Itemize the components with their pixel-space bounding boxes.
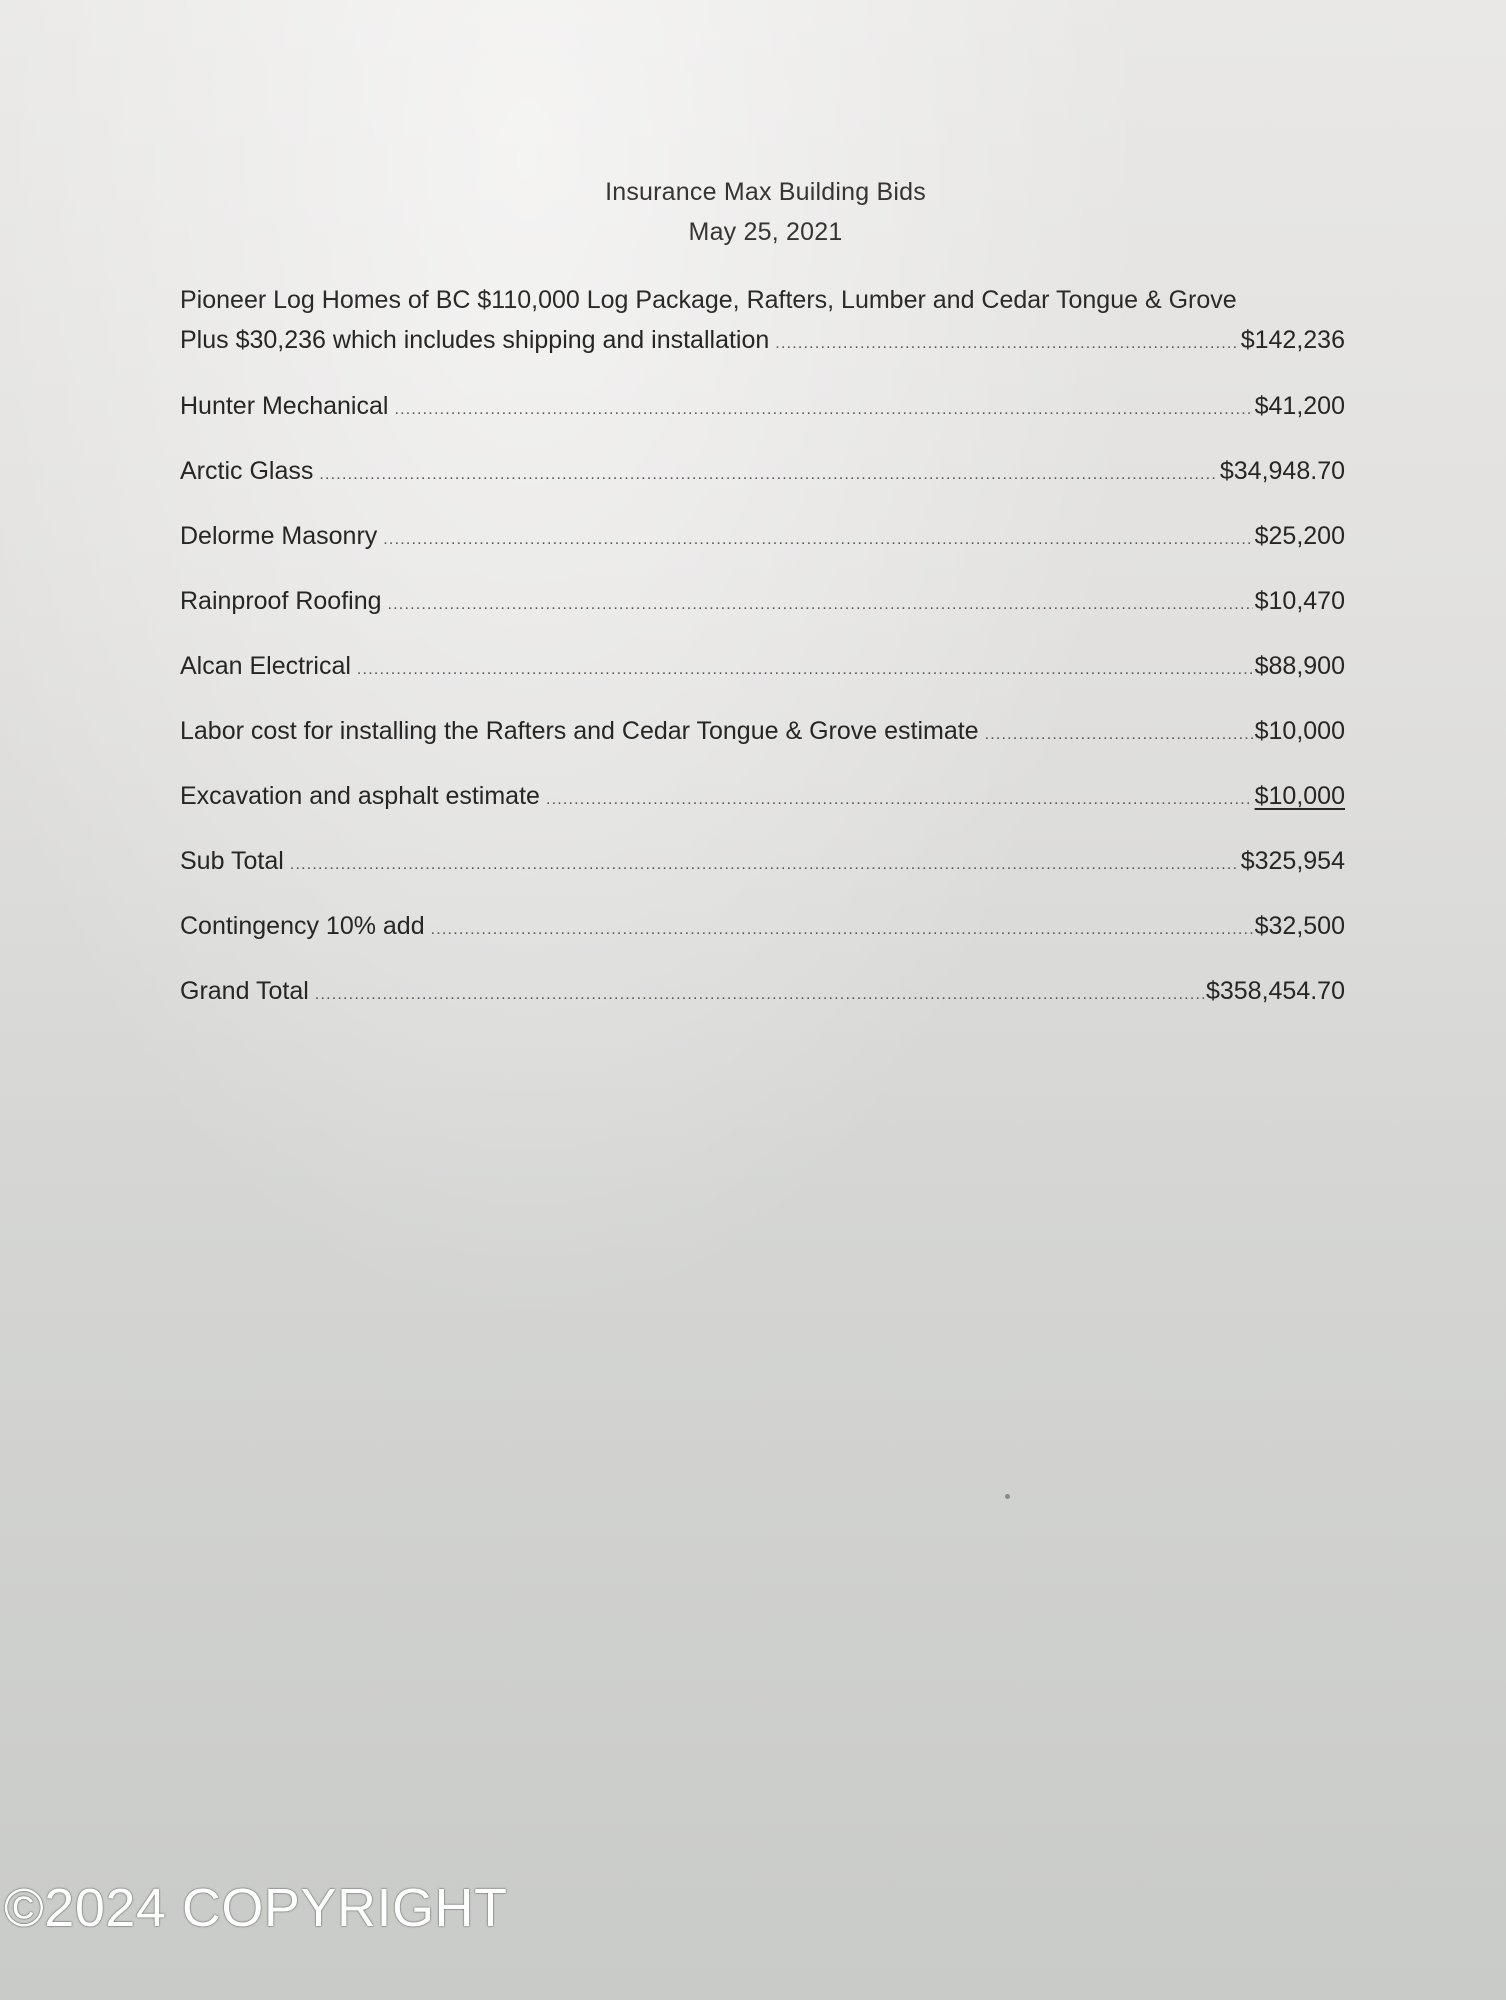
bid-row-labor-cost [180, 711, 1345, 751]
dot-leader [319, 455, 1218, 495]
bid-amount: $25,200 [1254, 522, 1345, 550]
sub-total-row [180, 841, 1345, 881]
dot-leader [775, 324, 1238, 364]
paper-speck [1005, 1494, 1010, 1499]
dot-leader [546, 780, 1253, 820]
bid-row-delorme-masonry [180, 516, 1345, 556]
grand-total-row [180, 971, 1345, 1011]
grand-total-amount: $358,454.70 [1205, 977, 1345, 1005]
dot-leader [985, 715, 1253, 755]
bid-row-pioneer [180, 320, 1345, 360]
dot-leader [290, 845, 1239, 885]
dot-leader [431, 910, 1253, 950]
bid-label: Plus $30,236 which includes shipping and installation [180, 326, 770, 354]
bid-amount: $10,000 [1254, 717, 1345, 745]
contingency-row [180, 906, 1345, 946]
bid-label: Rainproof Roofing [180, 587, 382, 615]
bid-label: Labor cost for installing the Rafters and Cedar Tongue & Grove estimate [180, 717, 979, 745]
dot-leader [315, 975, 1204, 1015]
document-title: Insurance Max Building Bids [605, 178, 926, 206]
sub-total-label: Sub Total [180, 847, 284, 875]
bid-amount: $88,900 [1254, 652, 1345, 680]
bid-label: Arctic Glass [180, 457, 314, 485]
document-header [25, 172, 1506, 252]
sub-total-amount: $325,954 [1240, 847, 1345, 875]
intro-line: Pioneer Log Homes of BC $110,000 Log Package, Rafters, Lumber and Cedar Tongue & Grove [180, 286, 1237, 314]
bid-row-hunter-mechanical [180, 386, 1345, 426]
dot-leader [357, 650, 1253, 690]
bid-row-arctic-glass [180, 451, 1345, 491]
bid-amount: $41,200 [1254, 392, 1345, 420]
bid-amount: $142,236 [1240, 326, 1345, 354]
bid-amount: $10,000 [1254, 782, 1345, 810]
document-date: May 25, 2021 [688, 218, 843, 246]
bid-label: Delorme Masonry [180, 522, 378, 550]
copyright-watermark: ©2024 COPYRIGHT [4, 1878, 508, 1938]
bid-label: Hunter Mechanical [180, 392, 389, 420]
contingency-label: Contingency 10% add [180, 912, 425, 940]
dot-leader [388, 585, 1253, 625]
bid-amount: $34,948.70 [1219, 457, 1345, 485]
bid-amount: $10,470 [1254, 587, 1345, 615]
bid-list [180, 280, 1345, 1011]
dot-leader [383, 520, 1252, 560]
contingency-amount: $32,500 [1254, 912, 1345, 940]
dot-leader [394, 390, 1252, 430]
bid-label: Excavation and asphalt estimate [180, 782, 540, 810]
bid-row-rainproof-roofing [180, 581, 1345, 621]
bid-label: Alcan Electrical [180, 652, 351, 680]
bid-row-excavation [180, 776, 1345, 816]
grand-total-label: Grand Total [180, 977, 309, 1005]
bid-row-alcan-electrical [180, 646, 1345, 686]
